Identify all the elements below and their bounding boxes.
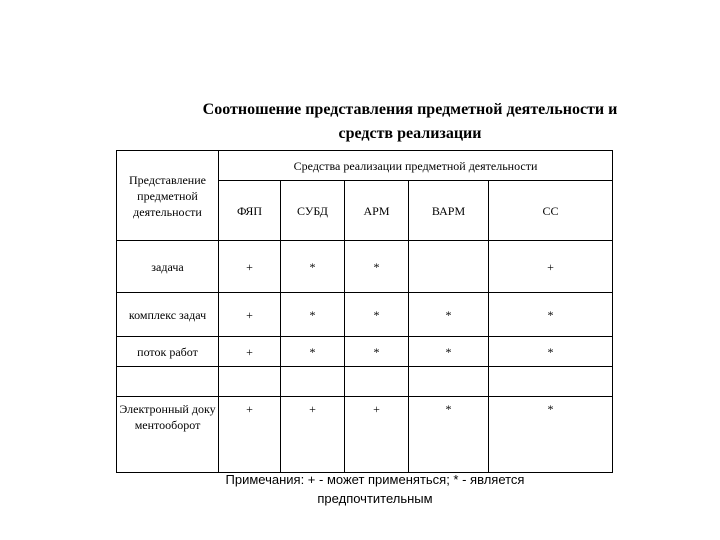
comparison-table	[116, 150, 613, 473]
column-header: АРМ	[345, 181, 409, 241]
table-cell: *	[345, 337, 409, 367]
table-row-empty	[117, 367, 613, 397]
table-cell: *	[281, 241, 345, 293]
table-cell: +	[219, 241, 281, 293]
footnote-line-1: Примечания: + - может применяться; * - является	[225, 472, 525, 487]
table-cell: *	[489, 397, 613, 473]
slide-title	[170, 98, 650, 146]
table-row	[117, 241, 613, 293]
footnote	[170, 470, 580, 508]
table-cell: +	[219, 397, 281, 473]
table-cell: *	[489, 293, 613, 337]
table-cell: +	[219, 337, 281, 367]
table-cell: *	[489, 337, 613, 367]
row-label	[117, 367, 219, 397]
group-header-cell: Средства реализации предметной деятельности	[219, 151, 613, 181]
table-cell: +	[281, 397, 345, 473]
column-header: СС	[489, 181, 613, 241]
table-cell: *	[409, 293, 489, 337]
footnote-line-2: предпочтительным	[317, 491, 433, 506]
table-cell	[345, 367, 409, 397]
table-row	[117, 337, 613, 367]
title-line-1: Соотношение представления предметной деятельности и	[202, 101, 618, 118]
table-cell: *	[409, 397, 489, 473]
column-header: ВАРМ	[409, 181, 489, 241]
table-header-row-group	[117, 151, 613, 181]
table-cell: +	[489, 241, 613, 293]
table-cell	[489, 367, 613, 397]
corner-header-cell: Представление предметной деятельности	[117, 151, 219, 241]
table-row	[117, 293, 613, 337]
table-cell: *	[345, 293, 409, 337]
table-cell: *	[409, 337, 489, 367]
column-header: СУБД	[281, 181, 345, 241]
table-cell	[409, 241, 489, 293]
table-cell: *	[281, 337, 345, 367]
row-label: поток работ	[117, 337, 219, 367]
row-label: комплекс задач	[117, 293, 219, 337]
column-header: ФЯП	[219, 181, 281, 241]
row-label: Электронный документооборот	[117, 397, 219, 473]
table-cell	[409, 367, 489, 397]
table-cell: +	[219, 293, 281, 337]
table-cell: *	[345, 241, 409, 293]
title-line-2: средств реализации	[338, 125, 482, 142]
table-cell	[281, 367, 345, 397]
table-cell: *	[281, 293, 345, 337]
row-label: задача	[117, 241, 219, 293]
table-cell: +	[345, 397, 409, 473]
table-row	[117, 397, 613, 473]
table-cell	[219, 367, 281, 397]
